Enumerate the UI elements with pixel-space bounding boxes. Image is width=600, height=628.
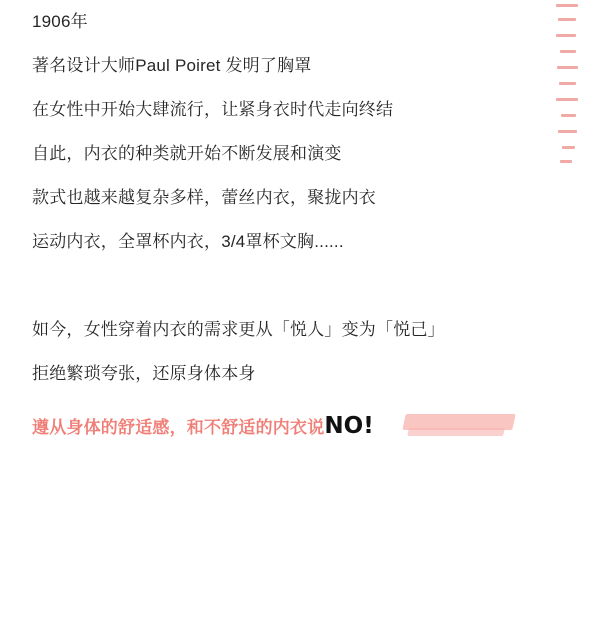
dash-mark-icon — [558, 130, 577, 133]
dash-mark-icon — [561, 114, 576, 117]
text-line: 1906年 — [32, 12, 88, 31]
text-line: 著名设计大师Paul Poiret 发明了胸罩 — [32, 56, 312, 75]
text-line: 拒绝繁琐夸张，还原身体本身 — [32, 364, 256, 383]
dash-mark-icon — [562, 146, 575, 149]
final-line-emphasis: NO! — [324, 413, 374, 439]
dash-mark-icon — [560, 160, 572, 163]
text-line: 款式也越来越复杂多样，蕾丝内衣，聚拢内衣 — [32, 188, 376, 207]
document-body — [32, 0, 532, 448]
text-line: 自此，内衣的种类就开始不断发展和演变 — [32, 144, 342, 163]
text-line: 运动内衣，全罩杯内衣，3/4罩杯文胸...... — [32, 232, 344, 251]
text-line: 如今，女性穿着内衣的需求更从「悦人」变为「悦己」 — [32, 320, 445, 339]
dash-mark-icon — [556, 98, 578, 101]
final-highlighted-line — [32, 408, 374, 448]
dash-mark-icon — [559, 82, 576, 85]
dash-mark-icon — [558, 18, 576, 21]
dash-mark-icon — [556, 4, 578, 7]
paragraph-spacer — [32, 264, 532, 308]
dash-mark-icon — [556, 34, 576, 37]
text-lines-container — [32, 0, 532, 396]
dash-mark-icon — [560, 50, 576, 53]
text-line: 在女性中开始大肆流行，让紧身衣时代走向终结 — [32, 100, 394, 119]
final-line-text: 遵从身体的舒适感，和不舒适的内衣说 — [32, 418, 325, 437]
highlight-stroke-secondary-icon — [407, 428, 505, 436]
decorative-dash-marks — [556, 0, 582, 175]
dash-mark-icon — [557, 66, 578, 69]
